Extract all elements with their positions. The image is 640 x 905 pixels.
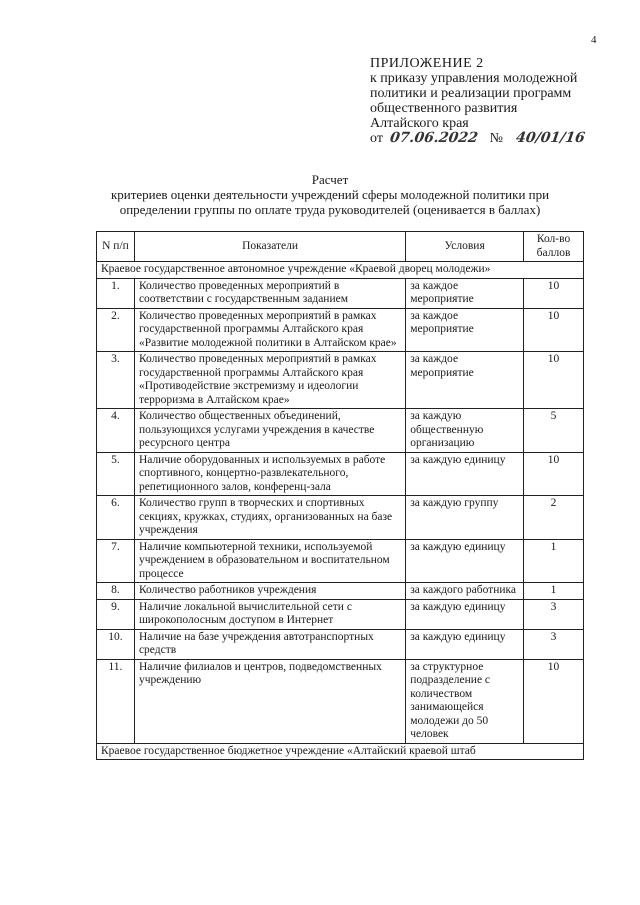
row-points: 1 [524, 539, 584, 583]
table-row [97, 278, 584, 308]
row-condition: за каждое мероприятие [406, 308, 524, 352]
row-indicator: Наличие оборудованных и используемых в работе спортивного, концертно-развлекательного, репетиционного залов, конференц-зала [134, 452, 405, 496]
date-prefix: от [370, 131, 383, 146]
page-number: 4 [591, 34, 597, 46]
row-condition: за каждую единицу [406, 452, 524, 496]
row-points: 10 [524, 452, 584, 496]
row-indicator: Наличие локальной вычислительной сети с широкополосным доступом в Интернет [134, 599, 405, 629]
row-condition: за каждое мероприятие [406, 278, 524, 308]
row-points: 10 [524, 659, 584, 743]
row-indicator: Количество работников учреждения [134, 583, 405, 600]
row-number: 11. [97, 659, 135, 743]
row-condition: за каждую единицу [406, 629, 524, 659]
table-row [97, 583, 584, 600]
table-row [97, 409, 584, 453]
table-row [97, 599, 584, 629]
row-points: 10 [524, 278, 584, 308]
table-row [97, 352, 584, 409]
row-points: 3 [524, 599, 584, 629]
row-indicator: Наличие на базе учреждения автотранспортных средств [134, 629, 405, 659]
row-condition: за каждую группу [406, 496, 524, 540]
appendix-line: общественного развития [370, 101, 518, 116]
row-points: 10 [524, 308, 584, 352]
table-row [97, 452, 584, 496]
table-row [97, 659, 584, 743]
handwritten-date: 07.06.2022 [389, 130, 480, 146]
row-number: 10. [97, 629, 135, 659]
table-row [97, 629, 584, 659]
appendix-line: политики и реализации программ [370, 86, 572, 101]
number-prefix: № [489, 131, 503, 146]
table-row [97, 308, 584, 352]
row-points: 10 [524, 352, 584, 409]
handwritten-number: 40/01/16 [515, 130, 587, 146]
section-title: Краевое государственное бюджетное учреждение «Алтайский краевой штаб [97, 743, 584, 760]
row-condition: за каждую единицу [406, 599, 524, 629]
appendix-title: ПРИЛОЖЕНИЕ 2 [370, 56, 484, 71]
row-points: 5 [524, 409, 584, 453]
row-indicator: Наличие компьютерной техники, используемой учреждением в образовательном и воспитательном процессе [134, 539, 405, 583]
row-condition: за каждого работника [406, 583, 524, 600]
row-number: 6. [97, 496, 135, 540]
appendix-line: Алтайского края [370, 116, 469, 131]
row-indicator: Количество проведенных мероприятий в соответствии с государственным заданием [134, 278, 405, 308]
row-condition: за структурное подразделение с количеством занимающейся молодежи до 50 человек [406, 659, 524, 743]
row-number: 7. [97, 539, 135, 583]
row-indicator: Количество проведенных мероприятий в рамках государственной программы Алтайского края «Противодействие экстремизму и идеологии терроризма в Алтайском крае» [134, 352, 405, 409]
row-number: 3. [97, 352, 135, 409]
row-points: 2 [524, 496, 584, 540]
header-num: N п/п [97, 232, 135, 262]
row-number: 9. [97, 599, 135, 629]
header-indicator: Показатели [134, 232, 405, 262]
row-number: 5. [97, 452, 135, 496]
appendix-block [370, 56, 620, 146]
table-row [97, 539, 584, 583]
row-number: 8. [97, 583, 135, 600]
row-indicator: Количество проведенных мероприятий в рамках государственной программы Алтайского края «Развитие молодежной политики в Алтайском крае» [134, 308, 405, 352]
row-points: 3 [524, 629, 584, 659]
row-number: 4. [97, 409, 135, 453]
row-condition: за каждое мероприятие [406, 352, 524, 409]
appendix-date-line [370, 131, 620, 146]
row-condition: за каждую общественную организацию [406, 409, 524, 453]
table-header-row [97, 232, 584, 262]
heading-line-1: критериев оценки деятельности учреждений сферы молодежной политики при [110, 187, 550, 202]
criteria-table [96, 231, 584, 760]
heading-title: Расчет [311, 172, 349, 187]
row-points: 1 [524, 583, 584, 600]
row-number: 1. [97, 278, 135, 308]
section-title: Краевое государственное автономное учреждение «Краевой дворец молодежи» [97, 262, 584, 279]
section-row [97, 262, 584, 279]
heading-line-2: определении группы по оплате труда руководителей (оценивается в баллах) [119, 202, 541, 217]
section-row [97, 743, 584, 760]
header-points: Кол-во баллов [524, 232, 584, 262]
row-indicator: Количество общественных объединений, пользующихся услугами учреждения в качестве ресурсного центра [134, 409, 405, 453]
row-condition: за каждую единицу [406, 539, 524, 583]
table-row [97, 496, 584, 540]
appendix-line: к приказу управления молодежной [370, 71, 578, 86]
document-heading [80, 172, 580, 217]
row-number: 2. [97, 308, 135, 352]
header-condition: Условия [406, 232, 524, 262]
row-indicator: Наличие филиалов и центров, подведомственных учреждению [134, 659, 405, 743]
row-indicator: Количество групп в творческих и спортивных секциях, кружках, студиях, организованных на базе учреждения [134, 496, 405, 540]
